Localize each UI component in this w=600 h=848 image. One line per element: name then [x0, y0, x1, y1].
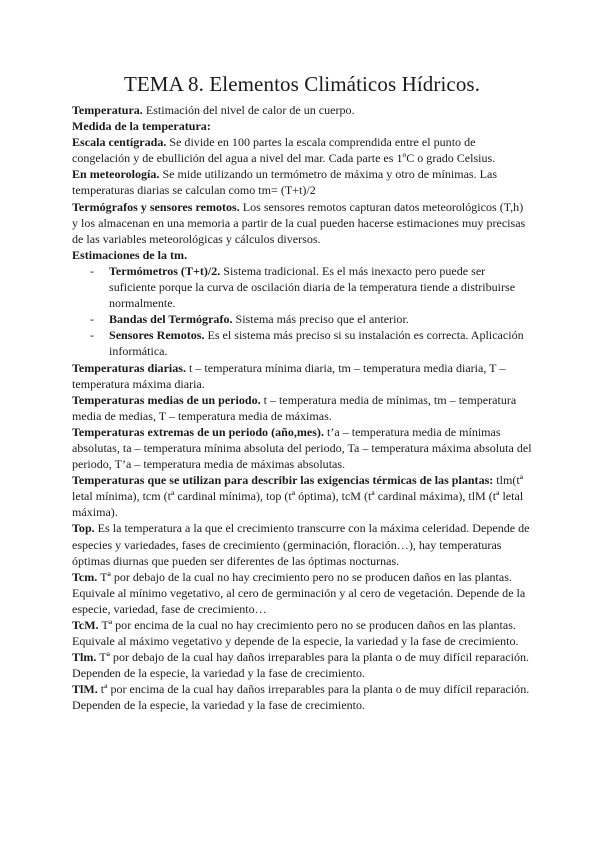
paragraph-tcm-min: Tcm. Tª por debajo de la cual no hay crecimiento pero no se producen daños en las plantas. Equivale al mínimo vegetativo, al cero de germinación y al cero de vegetación. Depende de la especie, variedad, fase de crecimiento… — [72, 569, 526, 616]
paragraph-top: Top. Es la temperatura a la que el crecimiento transcurre con la máxima celeridad. Depende de especies y variedades, fases de crecimiento (germinación, floración…), hay temperaturas óptimas diurnas que pueden ser diferentes de las óptimas nocturnas. — [72, 521, 530, 568]
paragraph-tlm-min: Tlm. Tª por debajo de la cual hay daños irreparables para la planta o de muy difícil reparación. Dependen de la especie, la variedad y la fase de crecimiento. — [72, 650, 530, 681]
estimaciones-list — [72, 263, 532, 360]
list-item-bandas: - Bandas del Termógrafo. Sistema más preciso que el anterior. — [90, 312, 409, 327]
document-page — [72, 70, 532, 714]
heading-medida: Medida de la temperatura: — [72, 119, 211, 134]
paragraph-exigencias-termicas: Temperaturas que se utilizan para describir las exigencias térmicas de las plantas: tlm(tª letal mínima), tcm (tª cardinal mínima), top (tª óptima), tcM (tª cardinal máxima), tlM (tª letal máxima). — [72, 473, 524, 520]
paragraph-tcm-max: TcM. Tª por encima de la cual no hay crecimiento pero no se producen daños en las plantas. Equivale al máximo vegetativo y depende de la especie, la variedad y la fase de crecimiento. — [72, 618, 519, 649]
heading-estimaciones: Estimaciones de la tm. — [72, 247, 188, 262]
list-item-termometros: - Termómetros (T+t)/2. Sistema tradicional. Es el más inexacto pero puede ser suficiente porque la curva de oscilación diaria de la temperatura tiende a distribuirse normalmente. — [90, 263, 516, 311]
paragraph-termografos: Termógrafos y sensores remotos. Los sensores remotos capturan datos meteorológicos (T,h) y los almacenan en una memoria a partir de la cual pueden hacerse estimaciones muy precisas de las variables meteorológicas y cálculos diversos. — [72, 199, 526, 246]
paragraph-tlm-max: TlM. tª por encima de la cual hay daños irreparables para la planta o de muy difícil reparación. Dependen de la especie, la variedad y la fase de crecimiento. — [72, 682, 530, 713]
paragraph-temperaturas-extremas: Temperaturas extremas de un periodo (año,mes). t’a – temperatura media de mínimas absolutas, ta – temperatura mínima absoluta del periodo, Ta – temperatura máxima absoluta del periodo, T’a – temperatura media de máximas absolutas. — [72, 424, 532, 472]
paragraph-temperatura: Temperatura. Estimación del nivel de calor de un cuerpo. — [72, 103, 355, 117]
paragraph-temperaturas-medias: Temperaturas medias de un periodo. t – temperatura media de mínimas, tm – temperatura media de medias, T – temperatura media de máximas. — [72, 392, 517, 423]
paragraph-temperaturas-diarias: Temperaturas diarias. t – temperatura mínima diaria, tm – temperatura media diaria, T – temperatura máxima diaria. — [72, 360, 506, 391]
document-title: TEMA 8. Elementos Climáticos Hídricos. — [123, 72, 481, 96]
paragraph-escala-centigrada: Escala centígrada. Se divide en 100 partes la escala comprendida entre el punto de congelación y de ebullición del agua a nivel del mar. Cada parte es 1ºC o grado Celsius. — [72, 135, 496, 166]
paragraph-meteorologia: En meteorología. Se mide utilizando un termómetro de máxima y otro de mínimas. Las temperaturas diarias se calculan como tm= (T+t)/2 — [72, 167, 498, 198]
list-item-sensores: - Sensores Remotos. Es el sistema más preciso si su instalación es correcta. Aplicación informática. — [90, 328, 524, 359]
